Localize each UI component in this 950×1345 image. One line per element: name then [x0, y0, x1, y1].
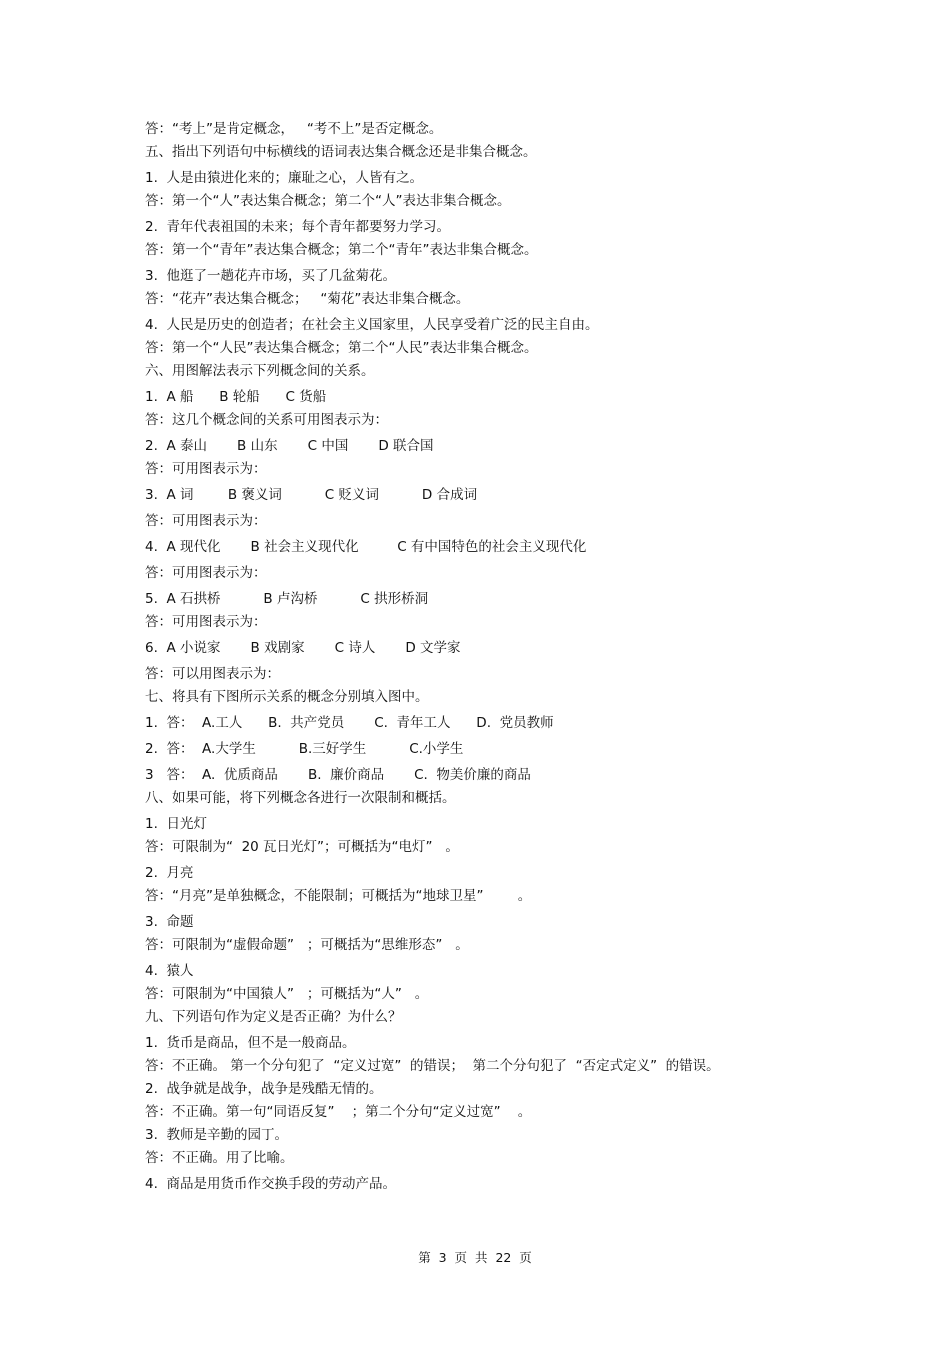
question-line: 2. 战争就是战争，战争是残酷无情的。: [145, 1081, 383, 1097]
question-line: 1. 人是由猿进化来的；廉耻之心，人皆有之。: [145, 170, 423, 186]
question-line: 5. A 石拱桥 B 卢沟桥 C 拱形桥洞: [145, 591, 429, 607]
answer-line: 答：可限制为“ 20 瓦日光灯”；可概括为“电灯” 。: [145, 839, 459, 855]
question-line: 6. A 小说家 B 戏剧家 C 诗人 D 文学家: [145, 640, 461, 656]
question-line: 2. 月亮: [145, 865, 194, 881]
answer-line: 答：可以用图表示为：: [145, 666, 280, 682]
section-heading: 五、指出下列语句中标横线的语词表达集合概念还是非集合概念。: [145, 144, 537, 160]
answer-line: 答：可用图表示为：: [145, 614, 267, 630]
answer-line: 答：不正确。 第一个分句犯了 “定义过宽” 的错误； 第二个分句犯了 “否定式定义” 的错误。: [145, 1058, 720, 1074]
page-footer: 第 3 页 共 22 页: [418, 1250, 532, 1265]
answer-line: 答：第一个“人民”表达集合概念；第二个“人民”表达非集合概念。: [145, 340, 538, 356]
question-line: 4. 商品是用货币作交换手段的劳动产品。: [145, 1176, 396, 1192]
section-heading: 七、将具有下图所示关系的概念分别填入图中。: [145, 689, 429, 705]
answer-line: 答：可用图表示为：: [145, 565, 267, 581]
question-line: 1. 答： A.工人 B. 共产党员 C. 青年工人 D. 党员教师: [145, 715, 554, 731]
question-line: 3. 教师是辛勤的园丁。: [145, 1127, 288, 1143]
page-content: [145, 118, 835, 1196]
question-line: 4. 猿人: [145, 963, 194, 979]
answer-line: 答：第一个“人”表达集合概念；第二个“人”表达非集合概念。: [145, 193, 511, 209]
answer-line: 答：第一个“青年”表达集合概念；第二个“青年”表达非集合概念。: [145, 242, 538, 258]
question-line: 1. 日光灯: [145, 816, 207, 832]
answer-line: 答：不正确。用了比喻。: [145, 1150, 294, 1166]
question-line: 4. 人民是历史的创造者；在社会主义国家里，人民享受着广泛的民主自由。: [145, 317, 599, 333]
question-line: 2. 青年代表祖国的未来；每个青年都要努力学习。: [145, 219, 450, 235]
answer-line: 答：“考上”是肯定概念， “考不上”是否定概念。: [145, 121, 443, 137]
answer-line: 答：“花卉”表达集合概念； “菊花”表达非集合概念。: [145, 291, 470, 307]
question-line: 1. A 船 B 轮船 C 货船: [145, 389, 327, 405]
section-heading: 八、如果可能，将下列概念各进行一次限制和概括。: [145, 790, 456, 806]
answer-line: 答：不正确。第一句“同语反复” ；第二个分句“定义过宽” 。: [145, 1104, 532, 1120]
question-line: 2. 答： A.大学生 B.三好学生 C.小学生: [145, 741, 464, 757]
question-line: 4. A 现代化 B 社会主义现代化 C 有中国特色的社会主义现代化: [145, 539, 587, 555]
answer-line: 答：“月亮”是单独概念，不能限制；可概括为“地球卫星” 。: [145, 888, 532, 904]
answer-line: 答：可限制为“中国猿人” ；可概括为“人” 。: [145, 986, 429, 1002]
answer-line: 答：这几个概念间的关系可用图表示为：: [145, 412, 388, 428]
question-line: 3. 他逛了一趟花卉市场，买了几盆菊花。: [145, 268, 396, 284]
question-line: 3. 命题: [145, 914, 194, 930]
answer-line: 答：可用图表示为：: [145, 513, 267, 529]
question-line: 3 答： A. 优质商品 B. 廉价商品 C. 物美价廉的商品: [145, 767, 531, 783]
answer-line: 答：可限制为“虚假命题” ；可概括为“思维形态” 。: [145, 937, 469, 953]
question-line: 2. A 泰山 B 山东 C 中国 D 联合国: [145, 438, 434, 454]
question-line: 1. 货币是商品，但不是一般商品。: [145, 1035, 356, 1051]
answer-line: 答：可用图表示为：: [145, 461, 267, 477]
question-line: 3. A 词 B 褒义词 C 贬义词 D 合成词: [145, 487, 478, 503]
section-heading: 六、用图解法表示下列概念间的关系。: [145, 363, 375, 379]
section-heading: 九、下列语句作为定义是否正确？为什么？: [145, 1009, 402, 1025]
